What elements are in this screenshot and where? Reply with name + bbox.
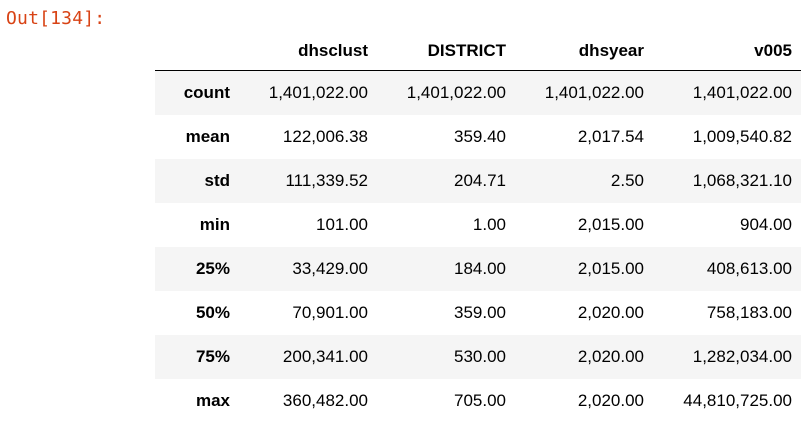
table-row — [155, 247, 801, 291]
table-cell: 2,015.00 — [577, 258, 644, 278]
table-cell: 530.00 — [454, 346, 506, 366]
table-cell: 2,020.00 — [577, 302, 644, 322]
table-cell: 758,183.00 — [706, 302, 792, 322]
row-index-label: 75% — [195, 346, 230, 366]
table-row — [155, 291, 801, 335]
table-cell: 1,009,540.82 — [692, 126, 792, 146]
table-row — [155, 115, 801, 159]
table-cell: 101.00 — [316, 214, 368, 234]
table-cell: 111,339.52 — [285, 170, 368, 190]
table-row — [155, 71, 801, 115]
table-cell: 1,401,022.00 — [544, 82, 644, 102]
table-cell: 44,810,725.00 — [683, 390, 792, 410]
row-index-label: count — [183, 82, 230, 102]
row-index-label: 25% — [195, 258, 230, 278]
table-cell: 70,901.00 — [292, 302, 368, 322]
table-cell: 705.00 — [454, 390, 506, 410]
index-header — [155, 32, 239, 71]
table-row — [155, 159, 801, 203]
table-cell: 2.50 — [610, 170, 644, 190]
table-cell: 360,482.00 — [282, 390, 368, 410]
column-header: dhsyear — [515, 32, 653, 71]
column-header: DISTRICT — [377, 32, 515, 71]
column-header: dhsclust — [239, 32, 377, 71]
table-cell: 1.00 — [472, 214, 506, 234]
table-cell: 204.71 — [454, 170, 506, 190]
column-header: v005 — [653, 32, 801, 71]
table-row — [155, 203, 801, 247]
table-body — [155, 71, 801, 423]
table-cell: 2,015.00 — [577, 214, 644, 234]
table-cell: 1,068,321.10 — [692, 170, 792, 190]
row-index-label: 50% — [195, 302, 230, 322]
describe-dataframe — [155, 32, 801, 423]
table-cell: 1,401,022.00 — [268, 82, 368, 102]
table-cell: 122,006.38 — [282, 126, 368, 146]
table-cell: 408,613.00 — [706, 258, 792, 278]
table-cell: 359.40 — [454, 126, 506, 146]
output-prompt: Out[134]: — [6, 8, 106, 29]
table-cell: 2,017.54 — [577, 126, 644, 146]
table-row — [155, 379, 801, 423]
row-index-label: min — [199, 214, 230, 234]
row-index-label: max — [195, 390, 230, 410]
table-row — [155, 335, 801, 379]
header-row — [155, 32, 801, 71]
table-cell: 33,429.00 — [292, 258, 368, 278]
table-cell: 200,341.00 — [282, 346, 368, 366]
table-header — [155, 32, 801, 71]
table-cell: 2,020.00 — [577, 390, 644, 410]
table-cell: 904.00 — [740, 214, 792, 234]
table-cell: 1,282,034.00 — [692, 346, 792, 366]
table-cell: 1,401,022.00 — [692, 82, 792, 102]
table-cell: 184.00 — [454, 258, 506, 278]
table-cell: 359.00 — [454, 302, 506, 322]
row-index-label: std — [204, 170, 230, 190]
table-cell: 1,401,022.00 — [406, 82, 506, 102]
row-index-label: mean — [185, 126, 230, 146]
table-cell: 2,020.00 — [577, 346, 644, 366]
